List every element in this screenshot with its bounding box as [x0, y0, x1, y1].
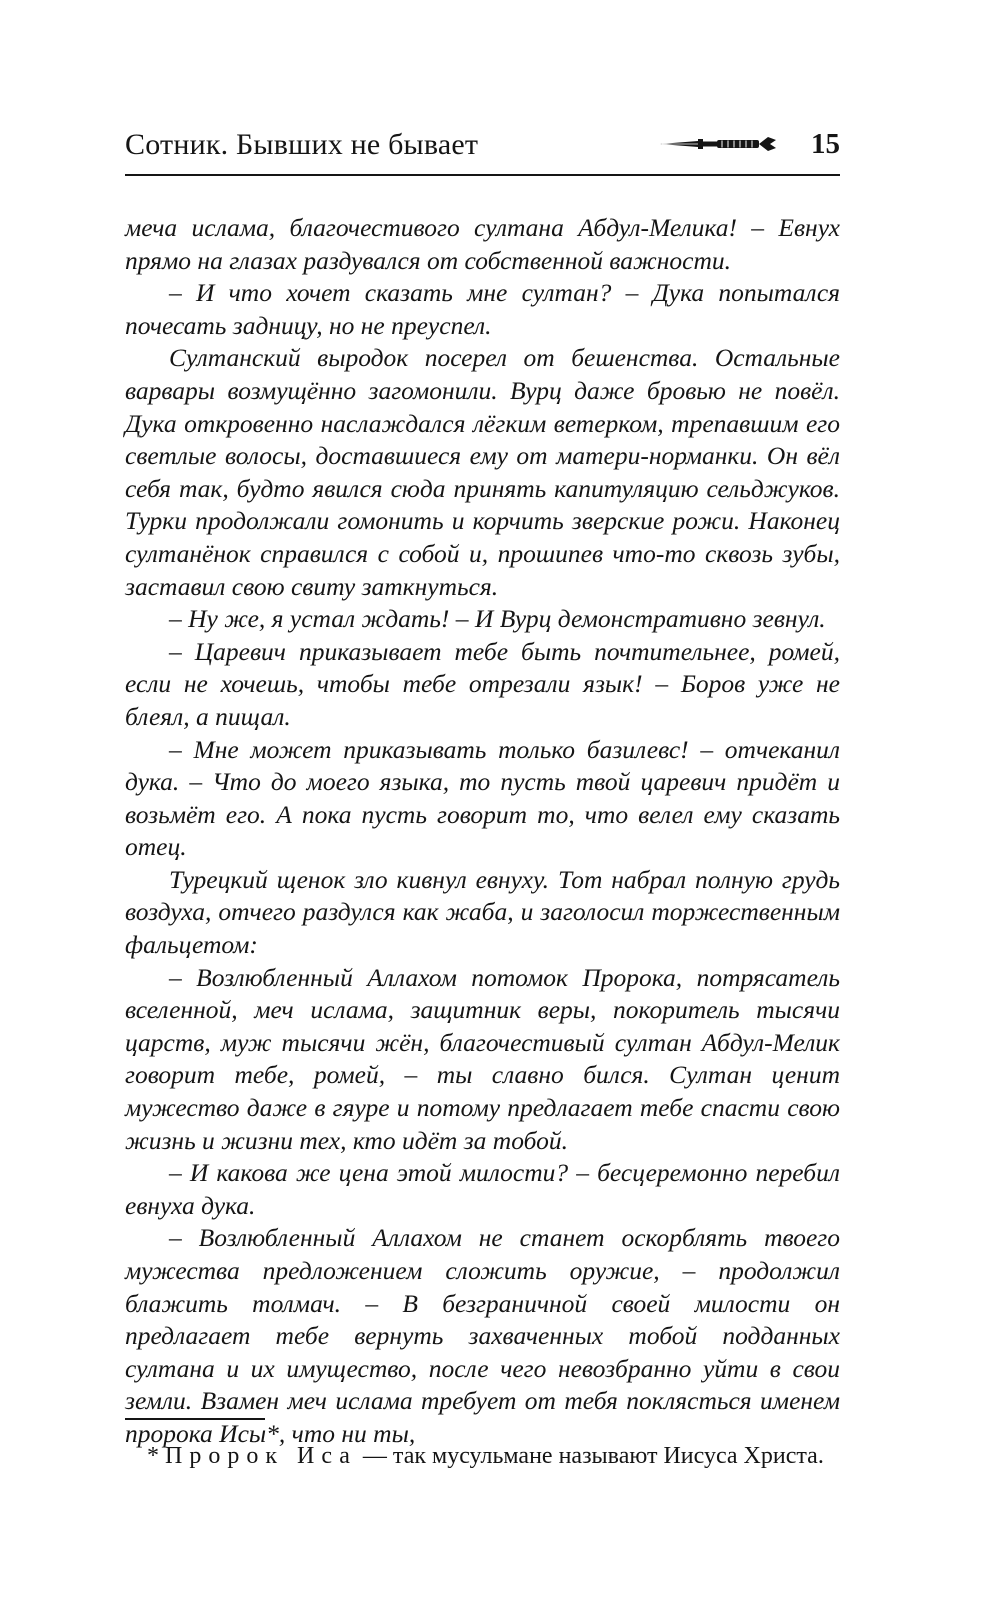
paragraph: Султанский выродок посерел от бешенства. Остальные варвары возмущённо загомонили. Вурц даже бровью не повёл. Дука откровенно наслаждался лёгким ветерком, трепавшим его светлые волосы, доставшиеся ему от матери-норманки. Он вёл себя так, будто явился сюда принять капитуляцию сельджуков. Турки продолжали гомонить и корчить зверские рожи. Наконец султанёнок справился с собой и, прошипев что-то сквозь зубы, заставил свою свиту заткнуться.	[125, 343, 840, 601]
body-text	[125, 212, 840, 1451]
running-title: Сотник. Бывших не бывает	[125, 128, 479, 161]
footnote-text: — так мусульмане называют Иисуса Христа.	[362, 1443, 824, 1469]
footnote-marker: *	[147, 1443, 159, 1469]
paragraph: Турецкий щенок зло кивнул евнуху. Тот набрал полную грудь воздуха, отчего раздулся как жаба, и заголосил торжественным фальцетом:	[125, 864, 840, 960]
running-header	[125, 122, 840, 172]
paragraph: меча ислама, благочестивого султана Абдул-Мелика! – Евнух прямо на глазах раздувался от собственной важности.	[125, 213, 840, 275]
paragraph: – Возлюбленный Аллахом потомок Пророка, потрясатель вселенной, меч ислама, защитник веры, покоритель тысячи царств, муж тысячи жён, благочестивый султан Абдул-Мелик говорит тебе, ромей, – ты славно бился. Султан ценит мужество даже в гяуре и потому предлагает тебе спасти свою жизнь и жизни тех, кто идёт за тобой.	[125, 962, 840, 1155]
paragraph: – Ну же, я устал ждать! – И Вурц демонстративно зевнул.	[169, 604, 826, 634]
footnote	[125, 1440, 840, 1472]
paragraph: – И какова же цена этой милости? – бесцеремонно перебил евнуха дука.	[125, 1158, 840, 1220]
paragraph: – Мне может приказывать только базилевс! – отчеканил дука. – Что до моего языка, то пусть твой царевич придёт и возьмёт его. А пока пусть говорит то, что велел ему сказать отец.	[125, 734, 840, 862]
header-divider	[125, 174, 840, 176]
footnote-divider	[125, 1418, 265, 1420]
paragraph: – И что хочет сказать мне султан? – Дука попытался почесать задницу, но не преуспел.	[125, 278, 840, 340]
footnote-term: Пророк Иса	[165, 1443, 357, 1469]
paragraph: – Возлюбленный Аллахом не станет оскорблять твоего мужества предложением сложить оружие, – продолжил блажить толмач. – В безграничной своей милости он предлагает тебе вернуть захваченных тобой подданных султана и их имущество, после чего невозбранно уйти в свои земли. Взамен меч ислама требует от тебя поклясться именем пророка Исы*, что ни ты,	[125, 1223, 840, 1448]
sword-ornament-icon	[658, 134, 778, 154]
paragraph: – Царевич приказывает тебе быть почтительнее, ромей, если не хочешь, чтобы тебе отрезали язык! – Боров уже не блеял, а пищал.	[125, 636, 840, 731]
page-number: 15	[811, 128, 840, 160]
